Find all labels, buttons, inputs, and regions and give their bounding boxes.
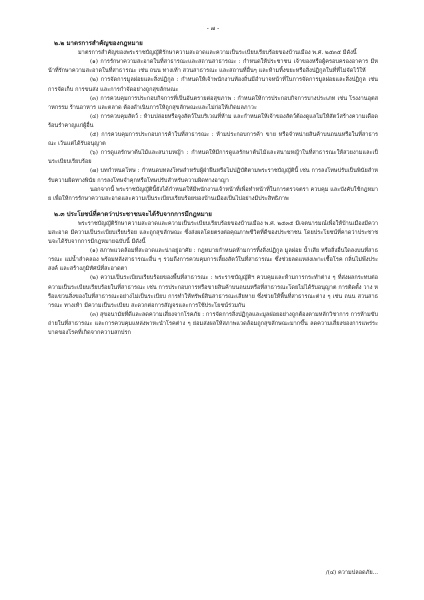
page-number: - ๗ -: [206, 25, 220, 32]
measure-item-2: (๒) การจัดการมูลฝอยและสิ่งปฏิกูล : กำหนดให้เจ้าพนักงานท้องถิ่นมีอำนาจหน้าที่ในการจัดการมูลฝอยและสิ่งปฏิกูล เช่น การจัดเก็บ การขนส่ง และการกำจัดอย่างถูกสุขลักษณะ: [48, 77, 378, 93]
section-2-2-closing: นอกจากนี้ พระราชบัญญัตินี้ยังได้กำหนดให้มีพนักงานเจ้าหน้าที่เพื่อทำหน้าที่ในการตรวจตรา ควบคุม และบังคับใช้กฎหมาย เพื่อให้การรักษาความสะอาดและความเป็นระเบียบเรียบร้อยของบ้านเมืองเป็นไปอย่างมีประสิทธิภาพ: [48, 186, 378, 202]
section-2-2-intro: มาตรการสำคัญของพระราชบัญญัติรักษาความสะอาดและความเป็นระเบียบเรียบร้อยของบ้านเมือง พ.ศ. ๒๕๓๕ มีดังนี้: [78, 50, 357, 57]
measure-item-6: (๖) การดูแลรักษาต้นไม้และสนามหญ้า : กำหนดให้มีการดูแลรักษาต้นไม้และสนามหญ้าในที่สาธารณะให้สวยงามและเป็นระเบียบเรียบร้อย: [48, 150, 378, 166]
measure-item-1: (๑) การรักษาความสะอาดในที่สาธารณะและสถานสาธารณะ : กำหนดให้ประชาชน เจ้าของหรือผู้ครอบครองอาคาร มีหน้าที่รักษาความสะอาดในที่สาธารณะ เช่น ถนน ทางเท้า สวนสาธารณะ และสถานที่อื่นๆ และห้ามทิ้งขยะหรือสิ่งปฏิกูลในที่ที่ไม่จัดไว้ให้: [48, 59, 378, 75]
benefit-item-3: (๓) สุขอนามัยที่ดีและลดความเสี่ยงจากโรคภัย : การจัดการสิ่งปฏิกูลและมูลฝอยอย่างถูกต้องตามหลักวิชาการ การห้ามขับถ่ายในที่สาธารณะ และการควบคุมแหล่งพาหะนำโรคต่าง ๆ ย่อมส่งผลให้สภาพแวดล้อมถูกสุขลักษณะมากขึ้น ลดความเสี่ยงของการแพร่ระบาดของโรคที่เกิดจากความสกปรก: [48, 311, 379, 336]
measure-item-4: (๔) การควบคุมสัตว์ : ห้ามปล่อยหรือจูงสัตว์ในบริเวณที่ห้าม และกำหนดให้เจ้าของสัตว์ต้องดูแลไม่ให้สัตว์สร้างความเดือดร้อนรำคาญแก่ผู้อื่น: [48, 113, 378, 129]
benefit-item-1: (๑) สภาพแวดล้อมที่สะอาดและน่าอยู่อาศัย : กฎหมายกำหนดห้ามการทิ้งสิ่งปฏิกูล มูลฝอย น้ำเสีย หรือสิ่งอื่นใดลงบนที่สาธารณะ แม่น้ำลำคลอง พร้อมหลังสาธารณะอื่น ๆ รวมถึงการควบคุมการเลี้ยงสัตว์ในที่สาธารณะ ซึ่งช่วยลดแหล่งเพาะเชื้อโรค กลิ่นไม่พึงประสงค์ และสร้างภูมิทัศน์ที่สะอาดตา: [48, 248, 378, 273]
measure-item-5: (๕) การควบคุมการประกอบการค้าในที่สาธารณะ : ห้ามประกอบการค้า ขาย หรือจำหน่ายสินค้าบนถนนหรือในที่สาธารณะ เว้นแต่ได้รับอนุญาต: [48, 132, 378, 148]
section-heading-2-2: ๒.๒ มาตรการสำคัญของกฎหมาย: [54, 40, 143, 48]
measure-item-3: (๓) การควบคุมการประกอบกิจการที่เป็นอันตรายต่อสุขภาพ : กำหนดให้การประกอบกิจการบางประเภท เช่น โรงงานอุตสาหกรรม ร้านอาหาร และตลาด ต้องดำเนินการให้ถูกสุขลักษณะและไม่ก่อให้เกิดมลภาวะ: [48, 95, 378, 111]
continuation-marker: /(๔) ความปลอดภัย...: [325, 569, 378, 576]
benefit-item-2: (๒) ความเป็นระเบียบเรียบร้อยของพื้นที่สาธารณะ : พระราชบัญญัติฯ ควบคุมและห้ามการกระทำต่าง ๆ ที่ส่งผลกระทบต่อความเป็นระเบียบเรียบร้อยในที่สาธารณะ เช่น การประกอบการหรือขายสินค้าบนถนนหรือที่สาธารณะโดยไม่ได้รับอนุญาต การติดตั้ง วาง หรือแขวนสิ่งของในที่สาธารณะอย่างไม่เป็นระเบียบ การทำให้ทรัพย์สินสาธารณะเสียหาย ซึ่งช่วยให้พื้นที่สาธารณะต่าง ๆ เช่น ถนน สวนสาธารณะ ทางเท้า มีความเป็นระเบียบ สะดวกต่อการสัญจรและการใช้ประโยชน์ร่วมกัน: [48, 275, 378, 309]
section-2-3-intro: พระราชบัญญัติรักษาความสะอาดและความเป็นระเบียบเรียบร้อยของบ้านเมือง พ.ศ. ๒๕๓๕ มีเจตนารมณ์เพื่อให้บ้านเมืองมีความสะอาด มีความเป็นระเบียบเรียบร้อย และถูกสุขลักษณะ ซึ่งส่งผลโดยตรงต่อคุณภาพชีวิตที่ดีของประชาชน โดยประโยชน์ที่คาดว่าประชาชนจะได้รับจากการมีกฎหมายฉบับนี้ มีดังนี้: [48, 220, 378, 246]
section-heading-2-3: ๒.๓ ประโยชน์ที่คาดว่าประชาชนจะได้รับจากการมีกฎหมาย: [54, 210, 212, 218]
measure-item-7: (๗) บทกำหนดโทษ : กำหนดบทลงโทษสำหรับผู้ฝ่าฝืนหรือไม่ปฏิบัติตามพระราชบัญญัตินี้ เช่น การลงโทษปรับเป็นพินัยสำหรับความผิดทางพินัย การลงโทษจำคุกหรือโทษปรับสำหรับความผิดทางอาญา: [48, 168, 378, 184]
